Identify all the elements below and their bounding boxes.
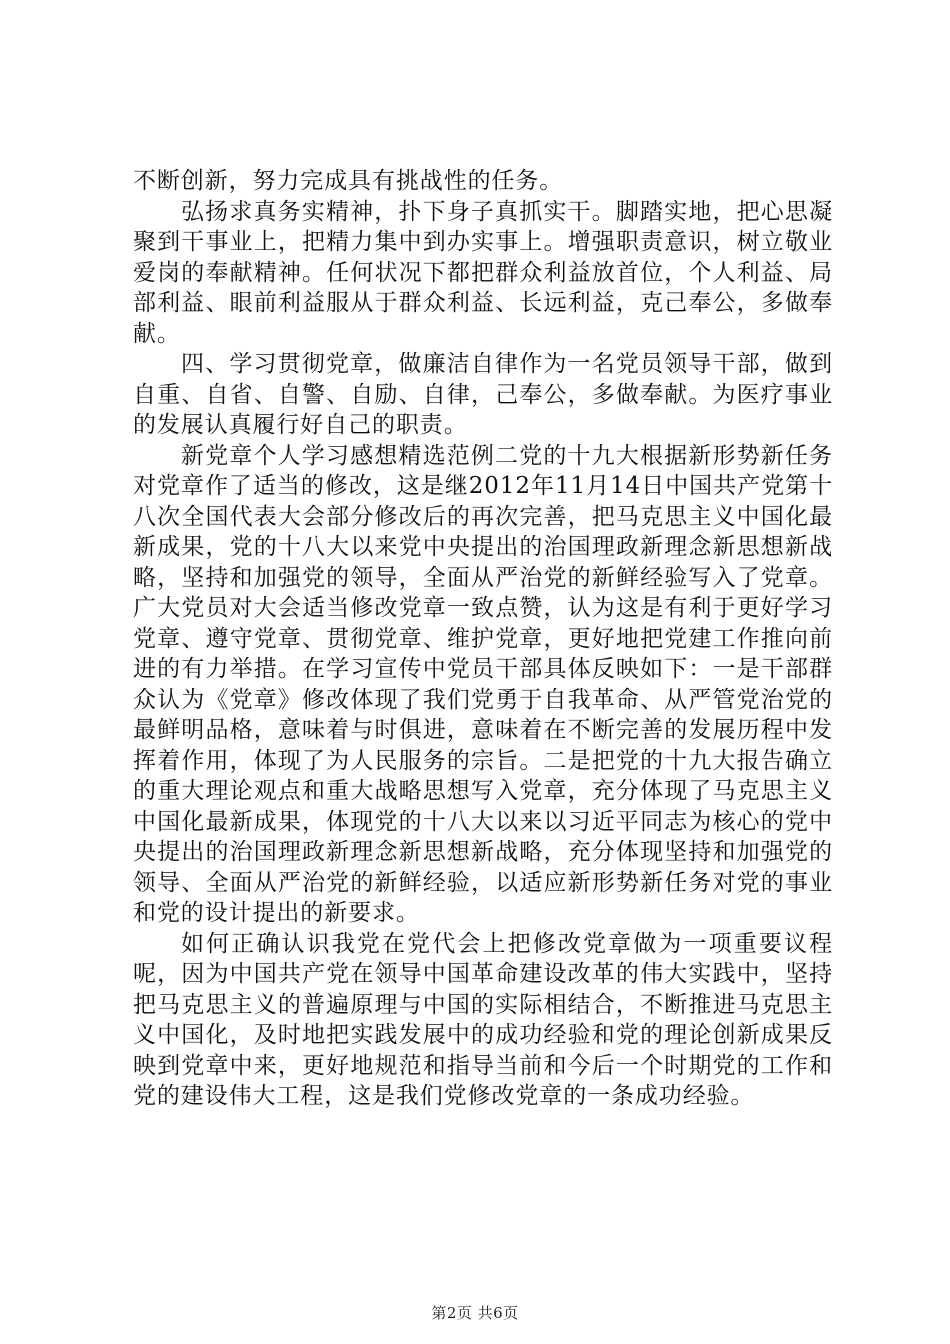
document-body: [133, 166, 833, 1112]
paragraph: 弘扬求真务实精神，扑下身子真抓实干。脚踏实地，把心思凝聚到干事业上，把精力集中到办实事上。增强职责意识，树立敬业爱岗的奉献精神。任何状况下都把群众利益放首位，个人利益、局部利益、眼前利益服从于群众利益、长远利益，克己奉公，多做奉献。: [133, 198, 833, 347]
page-number-footer: 第2页 共6页: [431, 1304, 519, 1322]
paragraph: 不断创新，努力完成具有挑战性的任务。: [133, 168, 564, 194]
paragraph: 新党章个人学习感想精选范例二党的十九大根据新形势新任务对党章作了适当的修改，这是继2012年11月14日中国共产党第十八次全国代表大会部分修改后的再次完善，把马克思主义中国化最新成果，党的十八大以来党中央提出的治国理政新理念新思想新战略，坚持和加强党的领导，全面从严治党的新鲜经验写入了党章。广大党员对大会适当修改党章一致点赞，认为这是有利于更好学习党章、遵守党章、贯彻党章、维护党章，更好地把党建工作推向前进的有力举措。在学习宣传中党员干部具体反映如下：一是干部群众认为《党章》修改体现了我们党勇于自我革命、从严管党治党的最鲜明品格，意味着与时俱进，意味着在不断完善的发展历程中发挥着作用，体现了为人民服务的宗旨。二是把党的十九大报告确立的重大理论观点和重大战略思想写入党章，充分体现了马克思主义中国化最新成果，体现党的十八大以来以习近平同志为核心的党中央提出的治国理政新理念新思想新战略，充分体现坚持和加强党的领导、全面从严治党的新鲜经验，以适应新形势新任务对党的事业和党的设计提出的新要求。: [133, 442, 833, 926]
paragraph: 四、学习贯彻党章，做廉洁自律作为一名党员领导干部，做到自重、自省、自警、自励、自律，己奉公，多做奉献。为医疗事业的发展认真履行好自己的职责。: [133, 351, 833, 438]
paragraph: 如何正确认识我党在党代会上把修改党章做为一项重要议程呢，因为中国共产党在领导中国革命建设改革的伟大实践中，坚持把马克思主义的普遍原理与中国的实际相结合，不断推进马克思主义中国化，及时地把实践发展中的成功经验和党的理论创新成果反映到党章中来，更好地规范和指导当前和今后一个时期党的工作和党的建设伟大工程，这是我们党修改党章的一条成功经验。: [133, 930, 833, 1109]
